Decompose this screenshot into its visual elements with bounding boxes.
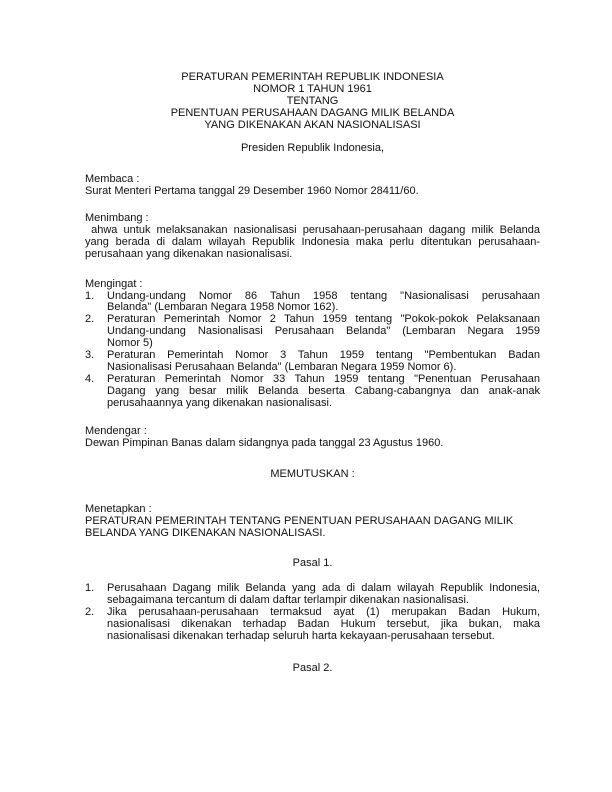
item-line: Nomor 5): [107, 337, 153, 350]
mendengar-text: Dewan Pimpinan Banas dalam sidangnya pada tanggal 23 Agustus 1960.: [85, 436, 444, 449]
item-line: Undang-undang Nasionalisasi Perusahaan Belanda" (Lembaran Negara 1959: [107, 325, 540, 338]
membaca-label: Membaca :: [85, 173, 140, 186]
mengingat-item: [85, 350, 540, 374]
title-line: PERATURAN PEMERINTAH REPUBLIK INDONESIA: [181, 71, 444, 83]
item-number: 4.: [85, 372, 95, 385]
title-line: YANG DIKENAKAN AKAN NASIONALISASI: [204, 118, 421, 131]
document-page: [85, 72, 540, 674]
menetapkan-line: PERATURAN PEMERINTAH TENTANG PENENTUAN PERUSAHAAN DAGANG MILIK: [85, 515, 514, 528]
item-line: Jika perusahaan-perusahaan termaksud ayat (1) merupakan Badan Hukum,: [107, 605, 540, 618]
menimbang-line: ahwa untuk melaksanakan nasionalisasi perusahaan-perusahaan dagang milik Belanda: [85, 223, 540, 236]
mengingat-item: [85, 374, 540, 410]
item-line: Belanda" (Lembaran Negara 1958 Nomor 162).: [107, 301, 339, 314]
menimbang-line: perusahaan yang dikenakan nasionalisasi.: [85, 247, 293, 260]
item-line: nasionalisasi dikenakan terhadap Badan Hukum tersebut, jika bukan, maka: [107, 617, 540, 630]
title-line: NOMOR 1 TAHUN 1961: [253, 82, 372, 95]
item-number: 3.: [85, 349, 95, 362]
mengingat-item: [85, 291, 540, 315]
title-line: TENTANG: [286, 94, 339, 107]
item-line: nasionalisasi dikenakan terhadap seluruh harta kekayaan-perusahaan tersebut.: [107, 629, 495, 642]
document-title: [85, 72, 540, 132]
menetapkan-label: Menetapkan :: [85, 503, 152, 516]
menimbang-line: yang berada di dalam wilayah Republik Indonesia maka perlu ditentukan perusahaan-: [85, 235, 540, 248]
item-number: 1.: [85, 581, 95, 594]
item-number: 1.: [85, 289, 95, 302]
menimbang-label: Menimbang :: [85, 212, 149, 225]
pasal-1-item: [85, 583, 540, 607]
mengingat-label: Mengingat :: [85, 277, 143, 290]
membaca-text: Surat Menteri Pertama tanggal 29 Desember 1960 Nomor 28411/60.: [85, 185, 419, 198]
pasal-1-heading: Pasal 1.: [292, 557, 333, 570]
item-number: 2.: [85, 605, 95, 618]
item-line: Perusahaan Dagang milik Belanda yang ada di dalam wilayah Republik Indonesia,: [107, 581, 540, 594]
item-line: Dagang yang besar milik Belanda beserta Cabang-cabangnya dan anak-anak: [107, 384, 540, 397]
mendengar-label: Mendengar :: [85, 424, 147, 437]
item-line: Peraturan Pemerintah Nomor 3 Tahun 1959 tentang "Pembentukan Badan: [107, 349, 540, 362]
item-line: Nasionalisasi Perusahaan Belanda" (Lembaran Negara 1959 Nomor 6).: [107, 361, 457, 373]
pasal-1-item: [85, 607, 540, 643]
mengingat-item: [85, 314, 540, 350]
item-line: Peraturan Pemerintah Nomor 33 Tahun 1959 tentang "Penentuan Perusahaan: [107, 372, 540, 385]
item-line: Peraturan Pemerintah Nomor 2 Tahun 1959 tentang "Pokok-pokok Pelaksanaan: [107, 313, 540, 326]
menetapkan-line: BELANDA YANG DIKENAKAN NASIONALISASI.: [85, 527, 326, 540]
title-line: PENENTUAN PERUSAHAAN DAGANG MILIK BELANDA: [170, 106, 455, 119]
item-number: 2.: [85, 313, 95, 326]
item-line: sebagaimana tercantum di dalam daftar terlampir dikenakan nasionalisasi.: [107, 593, 469, 606]
presiden-line: Presiden Republik Indonesia,: [240, 142, 385, 155]
item-line: perusahaannya yang dikenakan nasionalisasi.: [107, 396, 333, 409]
pasal-2-heading: Pasal 2.: [292, 661, 333, 674]
item-line: Undang-undang Nomor 86 Tahun 1958 tentang "Nasionalisasi perusahaan: [107, 289, 540, 302]
memutuskan-heading: MEMUTUSKAN :: [270, 468, 355, 481]
